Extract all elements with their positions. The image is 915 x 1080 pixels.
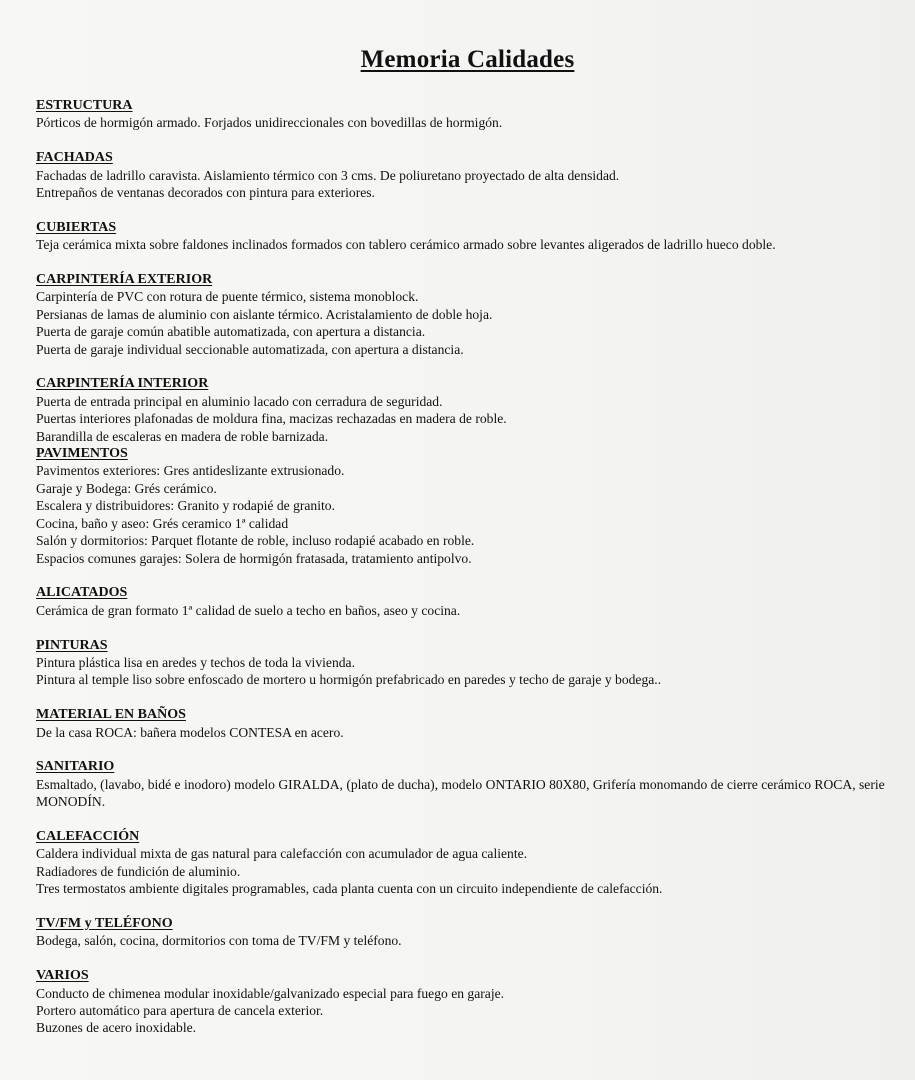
section-line: Carpintería de PVC con rotura de puente térmico, sistema monoblock. — [36, 289, 419, 305]
section-calefaccion — [36, 828, 911, 898]
section-pavimentos — [36, 445, 911, 567]
document-title: Memoria Calidades — [360, 46, 575, 73]
section-line: Pavimentos exteriores: Gres antideslizante extrusionado. — [36, 463, 345, 479]
section-line: Tres termostatos ambiente digitales programables, cada planta cuenta con un circuito independiente de calefacción. — [36, 881, 663, 897]
section-varios — [36, 967, 911, 1037]
section-heading: PAVIMENTOS — [36, 446, 128, 462]
section-heading: CARPINTERÍA INTERIOR — [36, 376, 209, 392]
section-line: Puerta de garaje individual seccionable automatizada, con apertura a distancia. — [36, 341, 464, 357]
section-pinturas — [36, 637, 911, 689]
section-line: Espacios comunes garajes: Solera de hormigón fratasada, tratamiento antipolvo. — [36, 550, 472, 566]
section-line: Salón y dormitorios: Parquet flotante de roble, incluso rodapié acabado en roble. — [36, 533, 475, 549]
section-line: Conducto de chimenea modular inoxidable/galvanizado especial para fuego en garaje. — [36, 985, 505, 1001]
section-sanitario — [36, 758, 911, 810]
section-line: Entrepaños de ventanas decorados con pintura para exteriores. — [36, 185, 375, 201]
section-line: Persianas de lamas de aluminio con aislante térmico. Acristalamiento de doble hoja. — [36, 306, 493, 322]
section-fachadas — [36, 149, 911, 201]
section-line: Esmaltado, (lavabo, bidé e inodoro) modelo GIRALDA, (plato de ducha), modelo ONTARIO 80X80, Grifería monomando de cierre cerámico ROCA, serie MONODÍN. — [36, 776, 885, 810]
section-line: Buzones de acero inoxidable. — [36, 1020, 197, 1036]
section-heading: PINTURAS — [36, 637, 108, 653]
section-cubiertas — [36, 219, 911, 254]
section-line: Portero automático para apertura de cancela exterior. — [36, 1002, 324, 1018]
section-line: Barandilla de escaleras en madera de roble barnizada. — [36, 428, 329, 444]
section-line: Puertas interiores plafonadas de moldura fina, macizas rechazadas en madera de roble. — [36, 411, 507, 427]
section-alicatados — [36, 584, 911, 619]
document-content — [36, 97, 911, 1054]
section-line: Garaje y Bodega: Grés cerámico. — [36, 480, 217, 496]
section-heading: ALICATADOS — [36, 585, 128, 601]
section-line: Caldera individual mixta de gas natural para calefacción con acumulador de agua caliente. — [36, 846, 528, 862]
section-line: Pintura plástica lisa en aredes y techos de toda la vivienda. — [36, 654, 355, 670]
section-heading: ESTRUCTURA — [36, 98, 133, 113]
section-line: Bodega, salón, cocina, dormitorios con toma de TV/FM y teléfono. — [36, 933, 402, 949]
section-heading: FACHADAS — [36, 150, 113, 166]
section-carpinteria-interior — [36, 375, 911, 445]
section-material-banos — [36, 706, 911, 741]
section-line: Cerámica de gran formato 1ª calidad de suelo a techo en baños, aseo y cocina. — [36, 602, 461, 618]
section-line: Cocina, baño y aseo: Grés ceramico 1ª calidad — [36, 515, 289, 531]
section-line: Fachadas de ladrillo caravista. Aislamiento térmico con 3 cms. De poliuretano proyectado de alta densidad. — [36, 167, 620, 183]
section-estructura — [36, 97, 911, 132]
section-heading: TV/FM y TELÉFONO — [36, 915, 173, 931]
section-line: Escalera y distribuidores: Granito y rodapié de granito. — [36, 498, 335, 514]
section-line: Pintura al temple liso sobre enfoscado de mortero u hormigón prefabricado en paredes y techo de garaje y bodega.. — [36, 672, 662, 688]
section-line: Pórticos de hormigón armado. Forjados unidireccionales con bovedillas de hormigón. — [36, 115, 503, 131]
section-carpinteria-exterior — [36, 271, 911, 358]
section-line: De la casa ROCA: bañera modelos CONTESA en acero. — [36, 724, 344, 740]
section-line: Teja cerámica mixta sobre faldones inclinados formados con tablero cerámico armado sobre levantes aligerados de ladrillo hueco doble. — [36, 237, 776, 253]
section-heading: CALEFACCIÓN — [36, 828, 140, 844]
section-heading: CARPINTERÍA EXTERIOR — [36, 272, 213, 288]
section-heading: VARIOS — [36, 968, 89, 984]
section-tv-fm-telefono — [36, 915, 911, 950]
section-line: Puerta de entrada principal en aluminio lacado con cerradura de seguridad. — [36, 393, 443, 409]
section-heading: SANITARIO — [36, 759, 115, 775]
section-heading: MATERIAL EN BAÑOS — [36, 707, 186, 723]
section-line: Puerta de garaje común abatible automatizada, con apertura a distancia. — [36, 324, 426, 340]
section-heading: CUBIERTAS — [36, 219, 117, 235]
section-line: Radiadores de fundición de aluminio. — [36, 863, 241, 879]
